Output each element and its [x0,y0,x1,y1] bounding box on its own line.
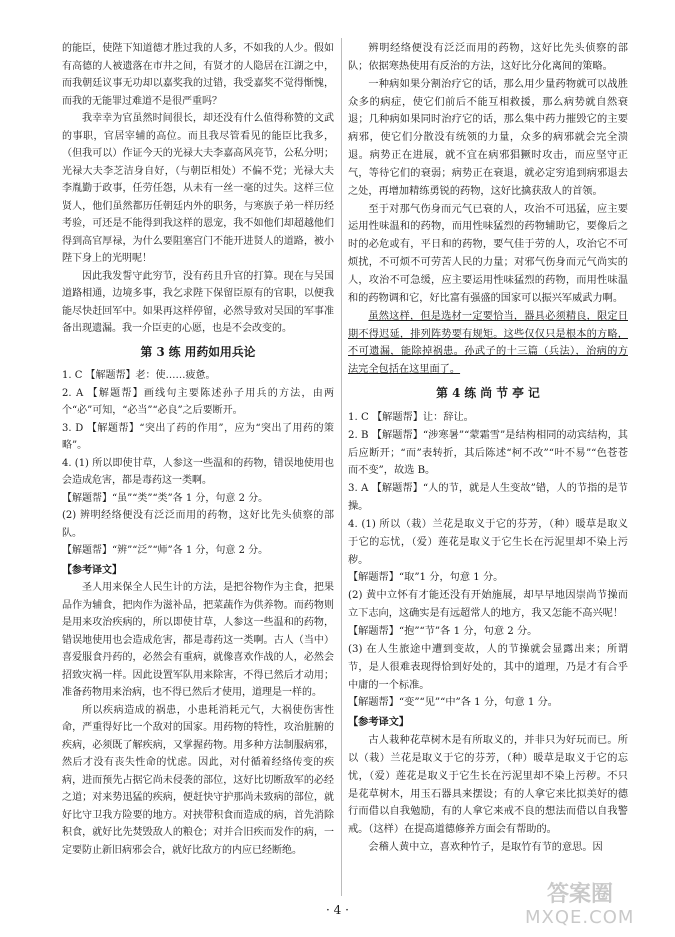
right-column [348,40,628,857]
column-divider [341,38,342,896]
answer-item: (2) 黄中立怀有才能还没有开始施展，却早早地因崇尚节操而立下志向，这确实是有远超常人的地方，我又怎能不高兴呢！ [348,590,628,620]
answer-note: 【解题帮】“取”1 分，句意 1 分。 [348,572,504,584]
left-column [62,40,334,859]
answer-item: 3. A 【解题帮】“人的节，就是人生变故”错，人的节指的是节操。 [348,483,628,513]
translation-paragraph: 辨明经络便没有泛泛而用的药物，这好比先头侦察的部队；依据寒热使用有反治的方法，这好比分化离间的策略。 [348,43,628,72]
translation-paragraph: 圣人用来保全人民生计的方法，是把谷物作为主食，把果品作为辅食，把肉作为滋补品，把菜蔬作为供养物。而药物则是用来攻治疾病的，所以即使甘草，人参这一些温和的药物，错误地使用也会造成危害，都是毒药这一类啊。古人（当中）喜爱服食丹药的，必然会有重病，就像喜欢作战的人，必然会招致灾祸一样。因此设置军队用来除害，不得已然后才动用；准备药物用来治病，也不得已然后才使用，道理是一样的。 [62,582,334,698]
translation-paragraph: 至于对那气伤身而元气已衰的人，攻治不可迅猛，应主要运用性味温和的药物，而用性味猛烈的药物辅助它，要像后之时的必危或有，平日和的药物，要气佳于劳的人，攻治它不可烦扰，不可烦不可劳苦人民的力量；对邪气伤身而元气尚实的人，攻治不可急缓，应主要运用性味猛烈的药物，而用性味温和的药物调和它，好比富有强盛的国家可以振兴军威武力啊。 [348,203,628,304]
translation-paragraph: 所以疾病造成的祸患，小患耗消耗元气，大祸使伤害性命，严重得好比一个敌对的国家。用药物的特性，攻治脏腑的疾病，必须既了解疾病，又掌握药物。用多种方法制服病邪，然后才没有丧失性命的忧虑。因此，对付循着经络传变的疾病，进而预先占据它尚未侵袭的部位，这好比切断敌军的必经之道；对来势迅猛的疾病，便赶快守护那尚未致病的部位，就好比守卫我方险要的地方。对挟带积食而造成的病，首先消除积食，就好比先焚毁敌人的粮仓；对并合旧疾而发作的病，一定要防止新旧病邪会合，就好比敌方的内应已经断绝。 [62,704,334,856]
paragraph: 我幸幸为官虽然时间很长，却还没有什么值得称赞的文武的事职，官居宰辅的高位。而且我尽管看见的能臣比我多，（但我可以）作证今天的光禄大夫李嘉高风亮节，公私分明；光禄大夫李芝洁身自好，（与朝臣相处）不偏不党；光禄大夫李胤勤于政事，任劳任怨，从未有一丝一毫的过失。这样三位贤人，他们虽然都历任朝廷内外的职务，与寒族子弟一样历经考验，可还是不能得到我这样的恩宠，我不如他们却超越他们得到高官厚禄，为什么要阻塞宫门不能开进贤人的道路，被小陛下身上的光明呢！ [62,113,334,264]
answer-item: 3. D 【解题帮】“突出了药的作用”，应为“突出了用药的策略”。 [62,422,334,451]
watermark-url: MXQE.COM [525,907,635,928]
answer-item: (3) 在人生旅途中遭到变故，人的节操就会显露出来；所谓节，是人很难表现得恰到好处的，其中的道理，乃是才有合乎中庸的一个标准。 [348,643,628,691]
page-number: · 4 · [326,903,349,917]
section-title: 第 4 练 尚 节 亭 记 [436,386,540,401]
answer-item: 2. B 【解题帮】“涉寒暑”“蒙霜雪”是结构相同的动宾结构，其后应断开；“而”表转折，其后陈述“柯不改”“叶不易”“色苍苍而不变”，故选 B。 [348,429,628,477]
answer-note: 【解题帮】“虽”“类”“类”各 1 分，句意 2 分。 [62,492,269,504]
answer-note: 【解题帮】“辨”“泛”“师”各 1 分，句意 2 分。 [62,545,269,556]
answer-item: 4. (1) 所以（栽）兰花是取义于它的芬芳，（种）暖草是取义于它的忘忧，（爱）莲花是取义于它生长在污泥里却不染上污秽。 [348,518,628,566]
watermark-logo [507,873,667,933]
answer-item: 2. A 【解题帮】画线句主要陈述孙子用兵的方法，由两个“必”可知，“必当”“必良”之后要断开。 [62,387,334,416]
answer-item: 1. C 【解题帮】让：辞让。 [348,411,474,423]
section-title: 第 3 练 用药如用兵论 [140,344,256,359]
reference-translation-title: 【参考译文】 [348,716,410,729]
answer-note: 【解题帮】“抱”“节”各 1 分，句意 2 分。 [348,626,538,637]
translation-paragraph: 会稽人黄中立，喜欢种竹子，是取竹有节的意思。因 [368,842,603,854]
watermark-text: 答案圈 [547,882,614,907]
answer-item: (2) 辨明经络便没有泛泛而用的药物，这好比先头侦察的部队。 [62,510,334,539]
translation-paragraph: 古人栽种花草树木是有所取义的，并非只为好玩而已。所以（栽）兰花是取义于它的芬芳，（种）暖草是取义于它的忘忧，（爱）莲花是取义于它生长在污泥里却不染上污秽。不只是花草树木，用玉石器具来摆设；有的人拿它来比拟美好的德行而借以自我勉励，有的人拿它来戒不良的想法而借以自我警戒。（这样）在提高道德修养方面会有帮助的。 [348,735,628,836]
paragraph: 因此我发誓守此穷节，没有药且升官的打算。现在与吴国道路相通，边境多事，我乞求陛下保留臣原有的官职，以便我能尽快赶回军中。如果再这样停留，必然导致对吴国的军事准备出现遗漏。我一介臣吏的心愿，也是不会改变的。 [62,270,334,334]
underlined-paragraph: 虽然这样，但是选材一定要恰当，器具必须精良，限定日期不得迟延，排列阵势要有规矩。这些仅仅只是根本的方略，不可遗漏，能除掉祸患。孙武子的十三篇（兵法），治病的方法完全包括在这里面了。 [348,310,628,376]
answer-item: 4. (1) 所以即使甘草，人参这一些温和的药物，错误地使用也会造成危害，都是毒药这一类啊。 [62,457,334,486]
answer-note: 【解题帮】“变”“见”“中”各 1 分，句意 1 分。 [348,697,558,709]
answer-item: 1. C 【解题帮】老：使……疲惫。 [62,370,216,381]
paragraph: 的能臣，使陛下知道德才胜过我的人多，不如我的人少。假如有高德的人被遗落在市井之间，有贤才的人隐居在江湖之中，而我朝廷议事无功却以嘉奖我的过错，我受嘉奖不觉得惭愧，而我的无能罪过难道不是很严重吗？ [62,43,334,107]
translation-paragraph: 一种病如果分割治疗它的话，那么用少量药物就可以战胜众多的病症，使它们前后不能互相救援，那么病势就自然衰退；几种病如果同时治疗它的话，那么集中药力摧毁它的主要病邪，使它们分散没有统领的力量，众多的病邪就会完全溃退。病势正在进展，就不宜在病邪猖獗时攻击，而应坚守正气，等待它们的衰弱；病势正在衰退，就必定穷追到病邪退去之处，再增加精练勇锐的药物，这好比擒获敌人的首领。 [348,78,628,197]
reference-translation-title: 【参考译文】 [62,564,122,576]
